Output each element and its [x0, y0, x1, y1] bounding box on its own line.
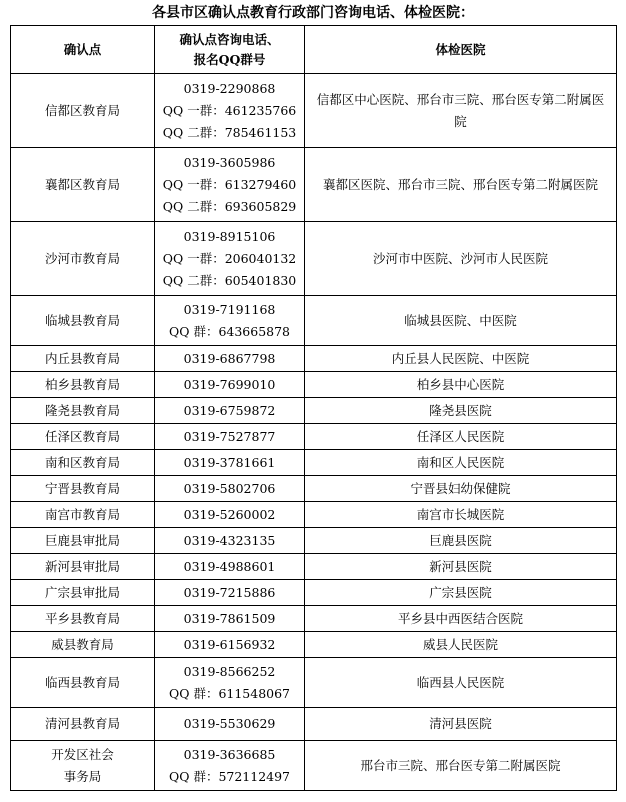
phone-number: 0319-7861509 — [183, 610, 276, 626]
table-row — [11, 346, 617, 372]
contact-cell — [155, 741, 305, 791]
site-cell: 平乡县教育局 — [11, 606, 155, 632]
header-contact-line1: 确认点咨询电话、 — [179, 31, 280, 47]
table-row — [11, 424, 617, 450]
site-cell: 威县教育局 — [11, 632, 155, 658]
phone-number: 0319-7527877 — [183, 428, 276, 444]
contact-cell — [155, 372, 305, 398]
contact-cell — [155, 346, 305, 372]
contact-cell — [155, 296, 305, 346]
contact-cell — [155, 74, 305, 148]
contact-cell — [155, 450, 305, 476]
contact-cell — [155, 502, 305, 528]
hospital-cell: 宁晋县妇幼保健院 — [305, 476, 617, 502]
contact-cell — [155, 148, 305, 222]
site-cell — [11, 741, 155, 791]
site-cell: 广宗县审批局 — [11, 580, 155, 606]
contact-cell — [155, 606, 305, 632]
contact-cell — [155, 658, 305, 708]
phone-number: 0319-2290868 — [183, 80, 276, 96]
site-name-line: 事务局 — [63, 768, 102, 784]
site-cell: 隆尧县教育局 — [11, 398, 155, 424]
table-row — [11, 658, 617, 708]
site-cell: 巨鹿县审批局 — [11, 528, 155, 554]
qq-group: QQ 群：643665878 — [168, 323, 291, 339]
qq-group: QQ 群：572112497 — [168, 768, 291, 784]
site-cell: 南宫市教育局 — [11, 502, 155, 528]
table-row — [11, 708, 617, 741]
site-cell: 临城县教育局 — [11, 296, 155, 346]
phone-number: 0319-3605986 — [183, 154, 276, 170]
contact-cell — [155, 424, 305, 450]
contact-cell — [155, 708, 305, 741]
hospital-cell: 威县人民医院 — [305, 632, 617, 658]
phone-number: 0319-6867798 — [183, 350, 276, 366]
contact-cell — [155, 476, 305, 502]
site-cell: 柏乡县教育局 — [11, 372, 155, 398]
table-row — [11, 502, 617, 528]
hospital-cell: 沙河市中医院、沙河市人民医院 — [305, 222, 617, 296]
phone-number: 0319-8915106 — [183, 228, 276, 244]
qq-group: QQ 一群：206040132 — [162, 250, 297, 266]
header-contact-line2: 报名QQ群号 — [193, 51, 266, 67]
phone-number: 0319-3636685 — [183, 746, 276, 762]
table-row — [11, 74, 617, 148]
hospital-cell: 临城县医院、中医院 — [305, 296, 617, 346]
site-cell: 宁晋县教育局 — [11, 476, 155, 502]
hospital-cell: 广宗县医院 — [305, 580, 617, 606]
qq-group: QQ 二群：693605829 — [162, 198, 297, 214]
phone-number: 0319-5530629 — [183, 716, 276, 731]
qq-group: QQ 群：611548067 — [168, 685, 291, 701]
phone-number: 0319-8566252 — [183, 663, 276, 679]
hospital-cell: 新河县医院 — [305, 554, 617, 580]
table-row — [11, 148, 617, 222]
hospital-cell: 内丘县人民医院、中医院 — [305, 346, 617, 372]
header-hospital: 体检医院 — [305, 26, 617, 74]
hospital-cell: 南宫市长城医院 — [305, 502, 617, 528]
contact-cell — [155, 580, 305, 606]
hospital-cell: 隆尧县医院 — [305, 398, 617, 424]
table-row — [11, 580, 617, 606]
phone-number: 0319-7699010 — [183, 376, 276, 392]
table-row — [11, 528, 617, 554]
hospital-cell: 信都区中心医院、邢台市三院、邢台医专第二附属医院 — [305, 74, 617, 148]
phone-number: 0319-5802706 — [183, 480, 276, 496]
site-cell: 内丘县教育局 — [11, 346, 155, 372]
phone-number: 0319-4323135 — [183, 532, 276, 548]
hospital-cell: 清河县医院 — [305, 708, 617, 741]
phone-number: 0319-5260002 — [183, 506, 276, 522]
hospital-cell: 临西县人民医院 — [305, 658, 617, 708]
qq-group: QQ 一群：613279460 — [162, 176, 297, 192]
hospital-cell: 邢台市三院、邢台医专第二附属医院 — [305, 741, 617, 791]
hospital-cell: 巨鹿县医院 — [305, 528, 617, 554]
site-cell: 南和区教育局 — [11, 450, 155, 476]
contact-cell — [155, 398, 305, 424]
table-row — [11, 372, 617, 398]
table-row — [11, 476, 617, 502]
header-contact — [155, 26, 305, 74]
hospital-cell: 襄都区医院、邢台市三院、邢台医专第二附属医院 — [305, 148, 617, 222]
contact-cell — [155, 528, 305, 554]
table-row — [11, 554, 617, 580]
table-row — [11, 632, 617, 658]
page-title: 各县市区确认点教育行政部门咨询电话、体检医院： — [152, 5, 474, 21]
contact-cell — [155, 632, 305, 658]
table-row — [11, 222, 617, 296]
table-row — [11, 450, 617, 476]
phone-number: 0319-4988601 — [183, 558, 276, 574]
qq-group: QQ 二群：785461153 — [162, 124, 297, 140]
hospital-cell: 南和区人民医院 — [305, 450, 617, 476]
qq-group: QQ 一群：461235766 — [162, 102, 297, 118]
phone-number: 0319-6759872 — [183, 402, 276, 418]
header-site: 确认点 — [11, 26, 155, 74]
site-cell: 临西县教育局 — [11, 658, 155, 708]
confirmation-sites-table — [10, 25, 617, 791]
table-row — [11, 606, 617, 632]
hospital-cell: 平乡县中西医结合医院 — [305, 606, 617, 632]
table-row — [11, 741, 617, 791]
site-cell: 任泽区教育局 — [11, 424, 155, 450]
table-header-row — [11, 26, 617, 74]
table-row — [11, 296, 617, 346]
site-cell: 沙河市教育局 — [11, 222, 155, 296]
hospital-cell: 任泽区人民医院 — [305, 424, 617, 450]
phone-number: 0319-3781661 — [183, 454, 276, 470]
contact-cell — [155, 222, 305, 296]
site-cell: 新河县审批局 — [11, 554, 155, 580]
site-cell: 清河县教育局 — [11, 708, 155, 741]
site-cell: 信都区教育局 — [11, 74, 155, 148]
qq-group: QQ 二群：605401830 — [162, 272, 297, 288]
table-row — [11, 398, 617, 424]
site-cell: 襄都区教育局 — [11, 148, 155, 222]
table-body — [11, 74, 617, 791]
hospital-cell: 柏乡县中心医院 — [305, 372, 617, 398]
phone-number: 0319-7215886 — [183, 584, 276, 600]
phone-number: 0319-6156932 — [183, 636, 276, 652]
contact-cell — [155, 554, 305, 580]
phone-number: 0319-7191168 — [183, 301, 276, 317]
site-name-line: 开发区社会 — [51, 746, 114, 762]
